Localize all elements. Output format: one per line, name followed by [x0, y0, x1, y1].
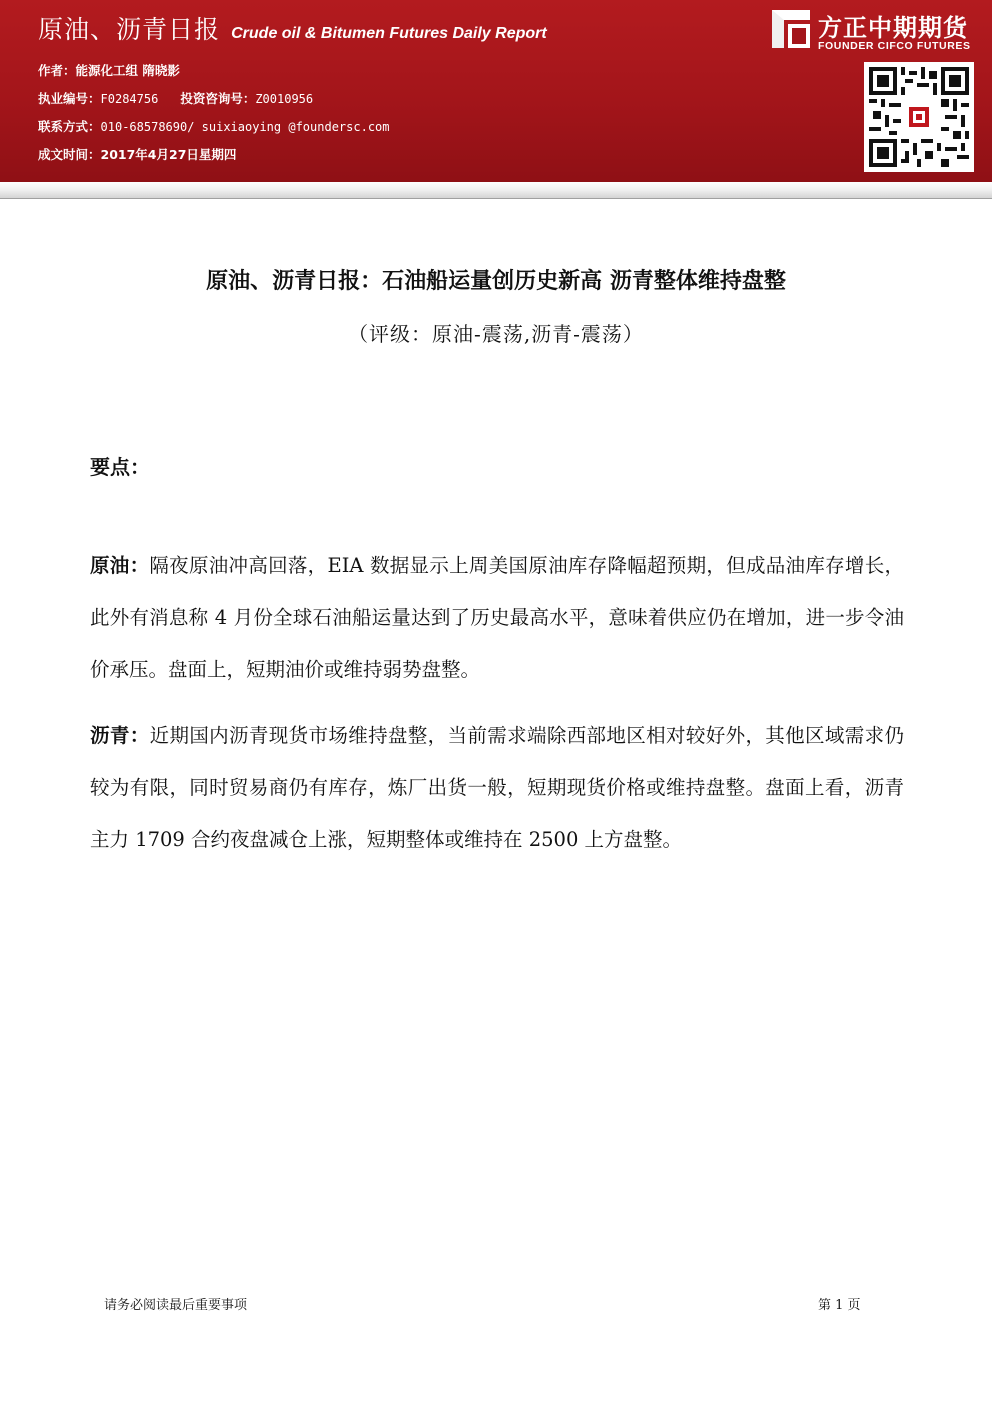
crude-oil-label: 原油：	[90, 554, 150, 577]
logo-name-cn: 方正中期期货	[818, 14, 968, 42]
key-points-heading: 要点：	[90, 455, 150, 479]
logo-name-en: FOUNDER CIFCO FUTURES	[818, 40, 971, 52]
license-value: F0284756	[100, 92, 159, 106]
contact-row	[38, 113, 390, 141]
report-title-cn: 原油、沥青日报	[38, 15, 221, 44]
date-label: 成文时间：	[38, 147, 101, 162]
author-row	[38, 57, 390, 85]
license-label: 执业编号：	[38, 91, 101, 106]
header-divider	[0, 182, 992, 199]
date-value: 2017年4月27日星期四	[100, 147, 237, 162]
document-title: 原油、沥青日报：石油船运量创历史新高 沥青整体维持盘整	[206, 269, 786, 294]
crude-oil-paragraph	[90, 540, 904, 696]
qr-code	[864, 62, 974, 172]
contact-value[interactable]: 010-68578690/ suixiaoying @foundersc.com	[100, 120, 390, 134]
company-logo	[770, 6, 985, 58]
page-number: 第 1 页	[818, 1298, 861, 1313]
footer-notice: 请务必阅读最后重要事项	[104, 1298, 248, 1313]
report-title-en: Crude oil & Bitumen Futures Daily Report	[231, 25, 547, 42]
bitumen-paragraph	[90, 710, 904, 866]
bitumen-label: 沥青：	[90, 724, 150, 747]
crude-oil-text: 隔夜原油冲高回落，EIA 数据显示上周美国原油库存降幅超预期，但成品油库存增长，此外有消息称 4 月份全球石油船运量达到了历史最高水平，意味着供应仍在增加，进一步令油价承压。盘面上，短期油价或维持弱势盘整。	[90, 554, 904, 681]
author-value: 能源化工组 隋晓影	[75, 63, 180, 78]
report-header	[0, 0, 992, 182]
contact-label: 联系方式：	[38, 119, 101, 134]
date-row	[38, 141, 390, 169]
founder-logo-icon	[770, 8, 812, 50]
license-row	[38, 85, 390, 113]
report-title-row	[38, 10, 547, 46]
consult-value: Z0010956	[255, 92, 314, 106]
consult-label: 投资咨询号：	[180, 91, 256, 106]
document-rating: （评级：原油-震荡,沥青-震荡）	[348, 322, 644, 346]
author-label: 作者：	[38, 63, 76, 78]
author-meta	[38, 57, 390, 169]
qr-code-icon	[869, 67, 969, 167]
bitumen-text: 近期国内沥青现货市场维持盘整，当前需求端除西部地区相对较好外，其他区域需求仍较为有限，同时贸易商仍有库存，炼厂出货一般，短期现货价格或维持盘整。盘面上看，沥青主力 1709 合约夜盘减仓上涨，短期整体或维持在 2500 上方盘整。	[90, 724, 904, 851]
